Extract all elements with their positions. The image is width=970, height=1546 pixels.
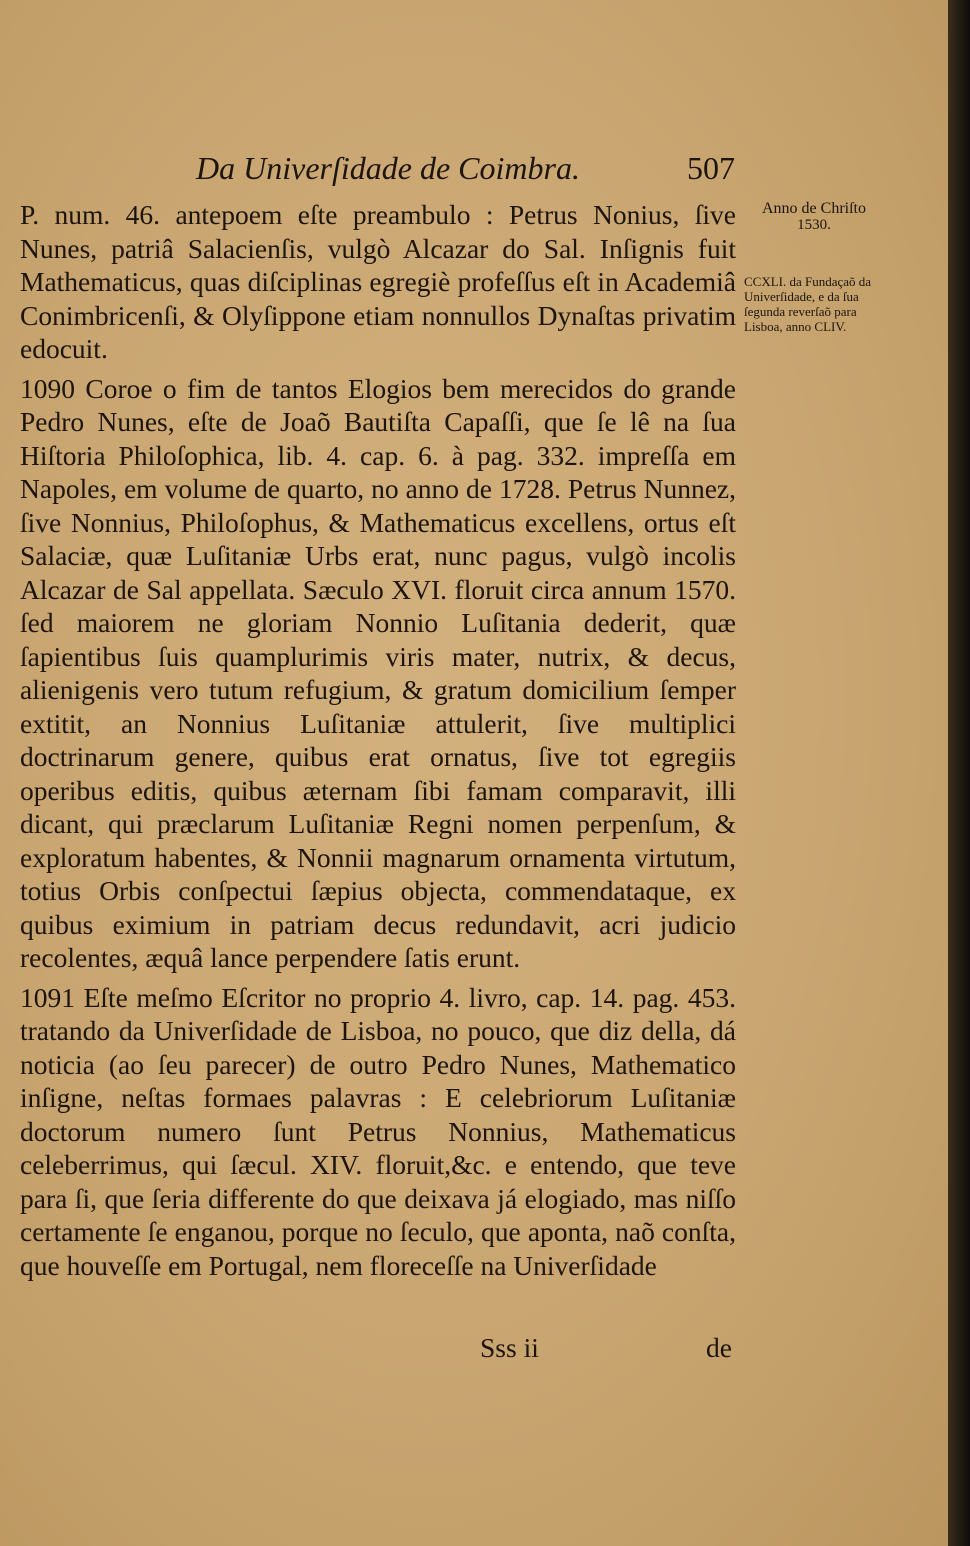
catchword: de bbox=[706, 1332, 732, 1363]
paragraph-1090: 1090 Coroe o fim de tantos Elogios bem merecidos do grande Pedro Nunes, eſte de Joaõ Bautiſta Capaſſi, que ſe lê na ſua Hiſtoria Philoſophica, lib. 4. cap. 6. à pag. 332. impreſſa em Napoles, em volume de quarto, no anno de 1728. Petrus Nunnez, ſive Nonnius, Philoſophus, & Mathematicus excellens, ortus eſt Salaciæ, quæ Luſitaniæ Urbs erat, nunc pagus, vulgò incolis Alcazar de Sal appellata. Sæculo XVI. floruit circa annum 1570. ſed maiorem ne gloriam Nonnio Luſitania dederit, quæ ſapientibus ſuis quamplurimis viris mater, nutrix, & decus, alienigenis vero tutum refugium, & gratum domicilium ſemper extitit, an Nonnius Luſitaniæ attulerit, ſive multiplici doctrinarum genere, quibus erat ornatus, ſive tot egregiis operibus editis, quibus æternam ſibi famam comparavit, illi dicant, qui præclarum Luſitaniæ Regni nomen perpenſum, & exploratum habentes, & Nonnii magnarum ornamenta virtutum, totius Orbis conſpectui ſæpius objecta, commendataque, ex quibus eximium in patriam decus redundavit, acri judicio recolentes, æquâ lance perpendere ſatis erunt. bbox=[20, 372, 736, 973]
running-title: Da Univerſidade de Coimbra. bbox=[196, 150, 580, 186]
signature-mark: Sss ii bbox=[480, 1332, 539, 1363]
page-edge-shadow bbox=[948, 0, 970, 1546]
running-header bbox=[196, 150, 741, 200]
paragraph-1091: 1091 Eſte meſmo Eſcritor no proprio 4. livro, cap. 14. pag. 453. tratando da Univerſidade de Lisboa, no pouco, que diz della, dá noticia (ao ſeu parecer) de outro Pedro Nunes, Mathematico inſigne, neſtas formaes palavras : E celebriorum Luſitaniæ doctorum numero ſunt Petrus Nonnius, Mathematicus celeberrimus, qui ſæcul. XIV. floruit,&c. e entendo, que teve para ſi, que ſeria differente do que deixava já elogiado, mas niſſo certamente ſe enganou, porque no ſeculo, que aponta, naõ conſta, que houveſſe em Portugal, nem floreceſſe na Univerſidade bbox=[20, 981, 736, 1281]
page-number: 507 bbox=[687, 150, 735, 186]
main-text bbox=[20, 198, 736, 1282]
margin-note: CCXLI. da Fundaçaõ da Univerſidade, e da ſua ſegunda reverſaõ para Lisboa, anno CLIV. bbox=[744, 274, 872, 334]
margin-year: 1530. bbox=[797, 217, 831, 233]
paragraph-1: P. num. 46. antepoem eſte preambulo : Petrus Nonius, ſive Nunes, patriâ Salacienſis, vulgò Alcazar do Sal. Inſignis fuit Mathematicus, quas diſciplinas egregiè profeſſus eſt in Academiâ Conimbricenſi, & Olyſippone etiam nonnullos Dynaſtas privatim edocuit. bbox=[20, 199, 736, 364]
margin-year-label: Anno de Chriſto bbox=[762, 200, 866, 217]
page-footer bbox=[20, 1332, 736, 1372]
margin-notes bbox=[744, 200, 884, 334]
